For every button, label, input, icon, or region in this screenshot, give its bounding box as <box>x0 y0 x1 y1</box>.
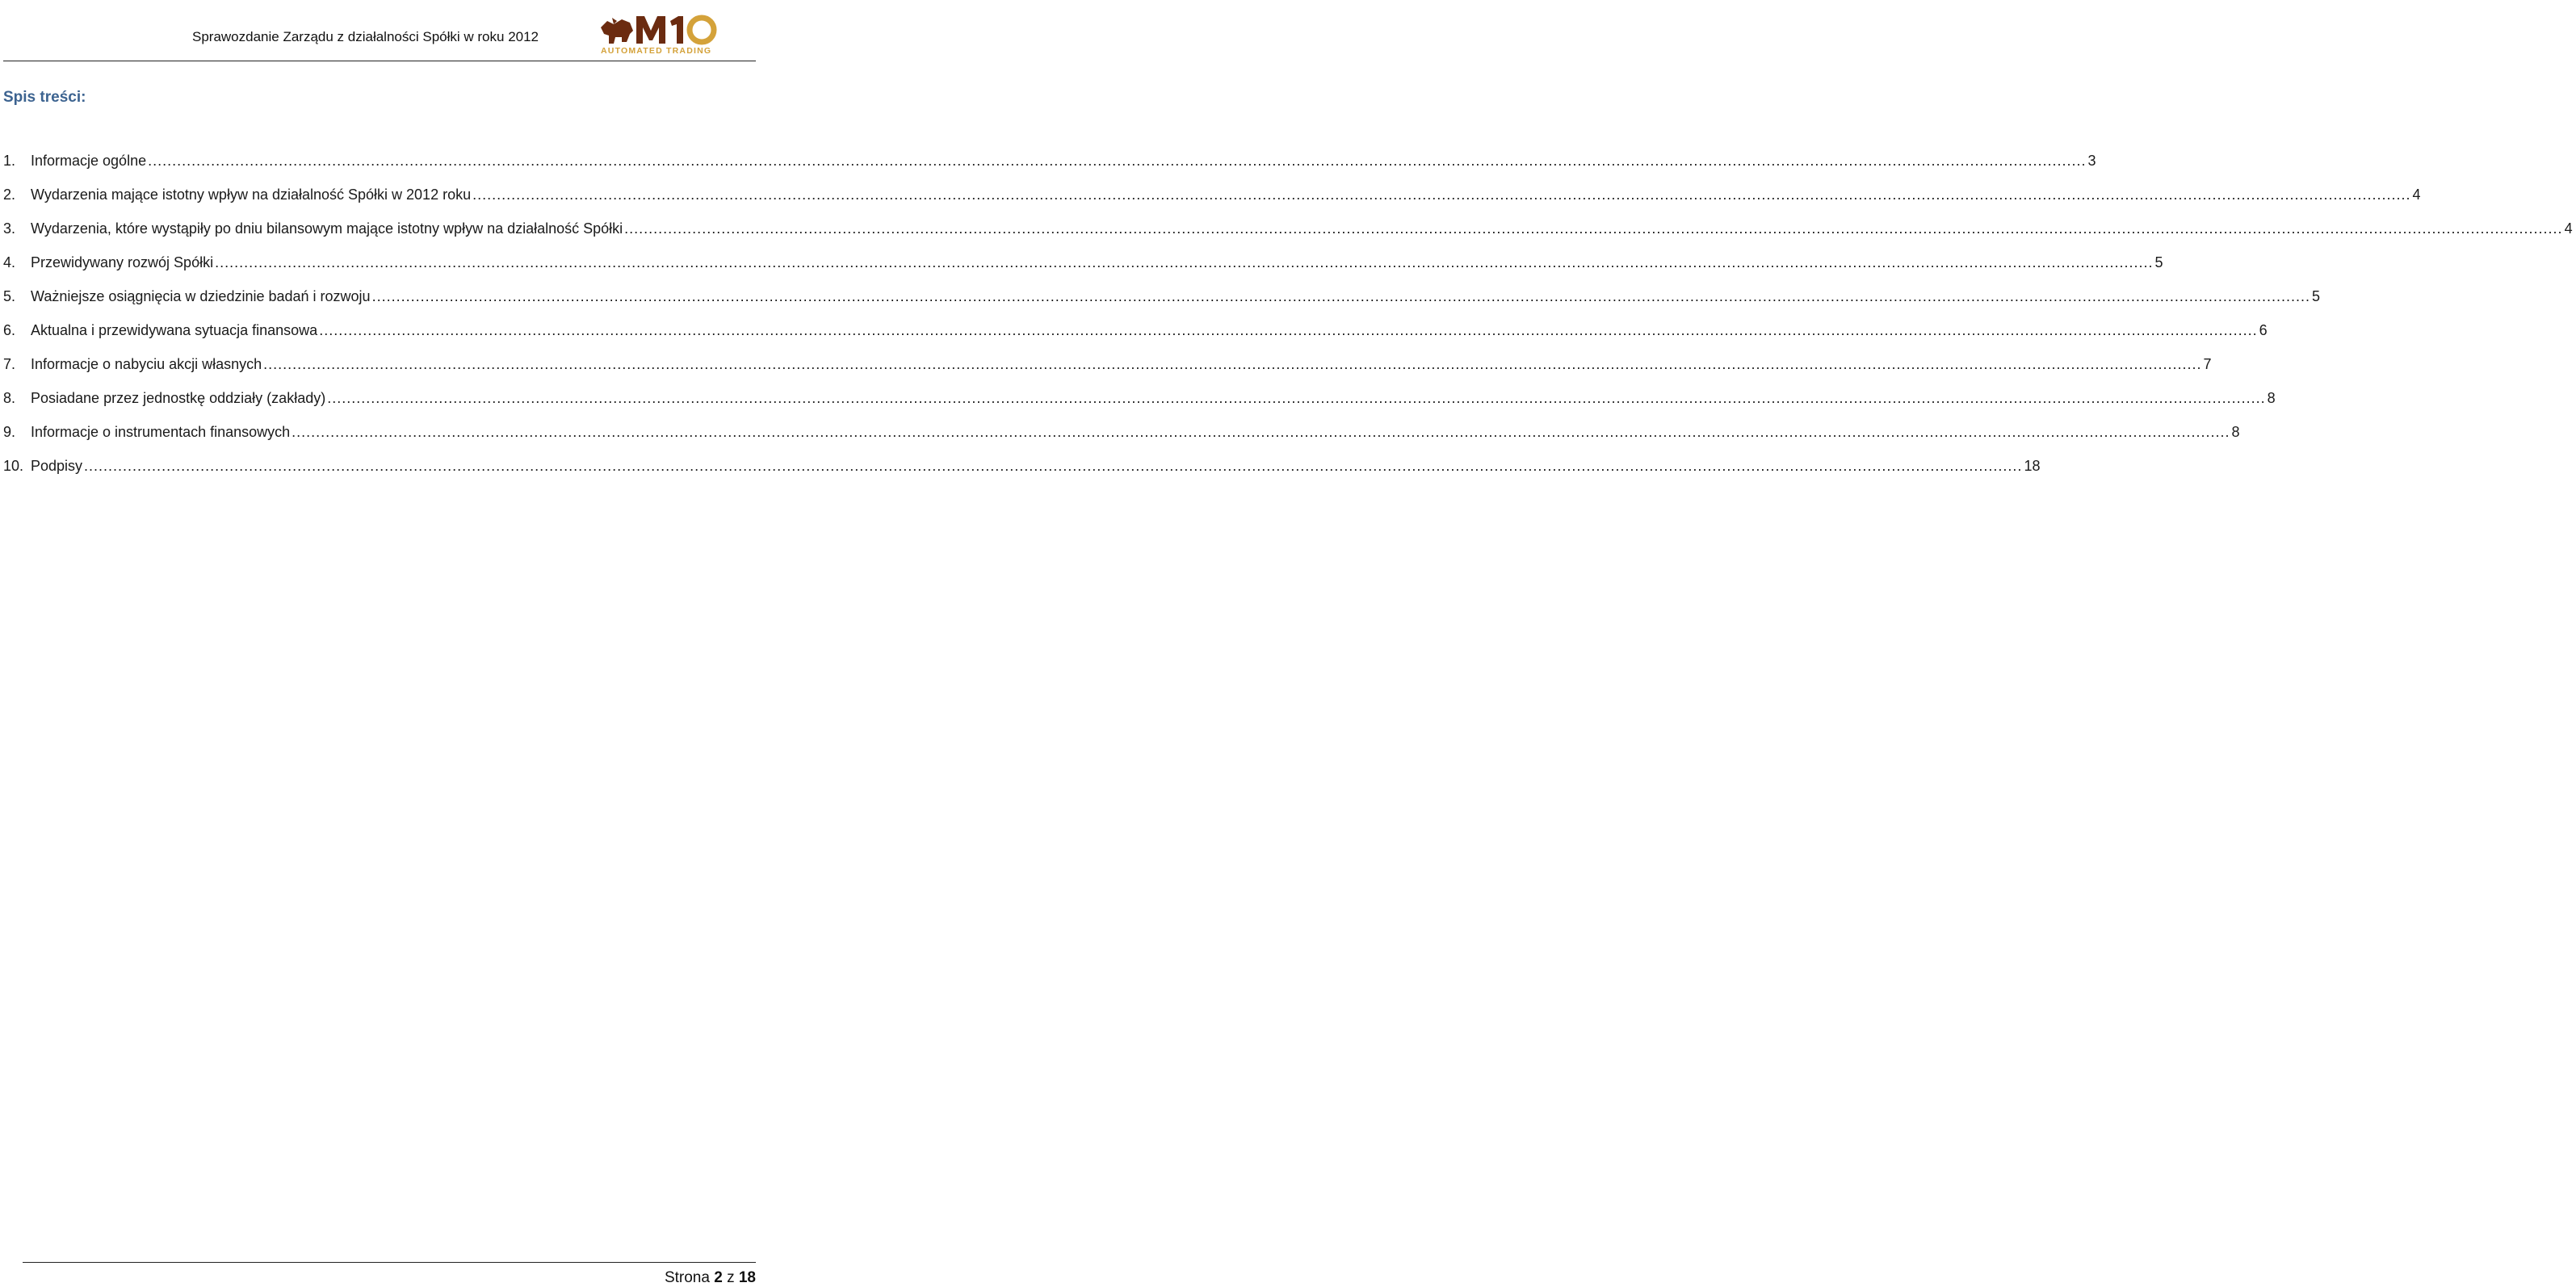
toc-entry-page: 5 <box>2154 254 2163 270</box>
toc-leader-dots: ................................................................................................................................................................................................................................................................................................................................................................................................................ <box>292 424 2230 440</box>
toc-entry-number: 1. <box>3 153 16 169</box>
toc-entry-title: Ważniejsze osiągnięcia w dziedzinie badań i rozwoju <box>31 288 371 304</box>
page-number <box>665 1269 756 1287</box>
toc-entry-page: 8 <box>2231 424 2240 440</box>
toc-entry-title: Przewidywany rozwój Spółki <box>31 254 214 270</box>
toc-entry-number: 10. <box>3 458 24 474</box>
toc-entry-number: 9. <box>3 424 16 440</box>
toc-entry[interactable] <box>3 356 2212 390</box>
toc-entry-title: Wydarzenia, które wystąpiły po dniu bilansowym mające istotny wpływ na działalność Spółki <box>31 220 623 237</box>
toc-entry[interactable] <box>3 288 2320 322</box>
toc-entry[interactable] <box>3 220 2573 254</box>
toc-entry-number: 6. <box>3 322 16 338</box>
toc-entry[interactable] <box>3 254 2163 288</box>
toc-entry-page: 4 <box>2564 220 2573 237</box>
toc-leader-dots: ................................................................................................................................................................................................................................................................................................................................................................................................................ <box>84 458 2023 474</box>
toc-entry[interactable] <box>3 390 2276 424</box>
toc-leader-dots: ................................................................................................................................................................................................................................................................................................................................................................................................................ <box>371 288 2310 304</box>
toc-leader-dots: ................................................................................................................................................................................................................................................................................................................................................................................................................ <box>624 220 2563 237</box>
toc-entry-title: Wydarzenia mające istotny wpływ na działalność Spółki w 2012 roku <box>31 187 472 203</box>
toc-entry[interactable] <box>3 187 2421 220</box>
toc-entry-page: 4 <box>2412 187 2421 203</box>
toc-entry-number: 3. <box>3 220 16 237</box>
toc-leader-dots: ................................................................................................................................................................................................................................................................................................................................................................................................................ <box>215 254 2154 270</box>
toc-entry-page: 6 <box>2259 322 2268 338</box>
total-pages: 18 <box>738 1269 756 1286</box>
toc-entry-page: 7 <box>2203 356 2212 372</box>
page-separator: z <box>727 1269 735 1286</box>
toc-heading: Spis treści: <box>3 89 86 106</box>
current-page: 2 <box>714 1269 723 1286</box>
toc-leader-dots: ................................................................................................................................................................................................................................................................................................................................................................................................................ <box>319 322 2258 338</box>
toc-entry-number: 4. <box>3 254 16 270</box>
toc-entry[interactable] <box>3 322 2268 356</box>
toc-entry[interactable] <box>3 424 2240 458</box>
toc-entry-number: 7. <box>3 356 16 372</box>
logo-tagline: AUTOMATED TRADING <box>601 46 712 56</box>
toc-entry-page: 8 <box>2267 390 2276 406</box>
footer-divider <box>23 1262 756 1263</box>
toc-entry-number: 5. <box>3 288 16 304</box>
toc-entry-title: Informacje o instrumentach finansowych <box>31 424 291 440</box>
page-label: Strona <box>664 1269 710 1286</box>
toc-entry-number: 8. <box>3 390 16 406</box>
toc-entry-title: Informacje ogólne <box>31 153 147 169</box>
toc-entry-page: 3 <box>2087 153 2096 169</box>
toc-entry[interactable] <box>3 153 2096 187</box>
m10-logo-icon <box>598 10 727 57</box>
document-title: Sprawozdanie Zarządu z działalności Spółki w roku 2012 <box>192 29 539 44</box>
toc-entry[interactable] <box>3 458 2041 492</box>
toc-entry-title: Aktualna i przewidywana sytuacja finansowa <box>31 322 318 338</box>
toc-leader-dots: ................................................................................................................................................................................................................................................................................................................................................................................................................ <box>148 153 2087 169</box>
toc-leader-dots: ................................................................................................................................................................................................................................................................................................................................................................................................................ <box>327 390 2266 406</box>
toc-entry-title: Informacje o nabyciu akcji własnych <box>31 356 262 372</box>
toc-entry-title: Posiadane przez jednostkę oddziały (zakłady) <box>31 390 326 406</box>
toc-entry-number: 2. <box>3 187 16 203</box>
toc-leader-dots: ................................................................................................................................................................................................................................................................................................................................................................................................................ <box>472 187 2411 203</box>
toc-entry-page: 5 <box>2311 288 2320 304</box>
toc-entry-page: 18 <box>2024 458 2041 474</box>
toc-leader-dots: ................................................................................................................................................................................................................................................................................................................................................................................................................ <box>263 356 2202 372</box>
table-of-contents <box>3 153 2573 492</box>
toc-entry-title: Podpisy <box>31 458 83 474</box>
